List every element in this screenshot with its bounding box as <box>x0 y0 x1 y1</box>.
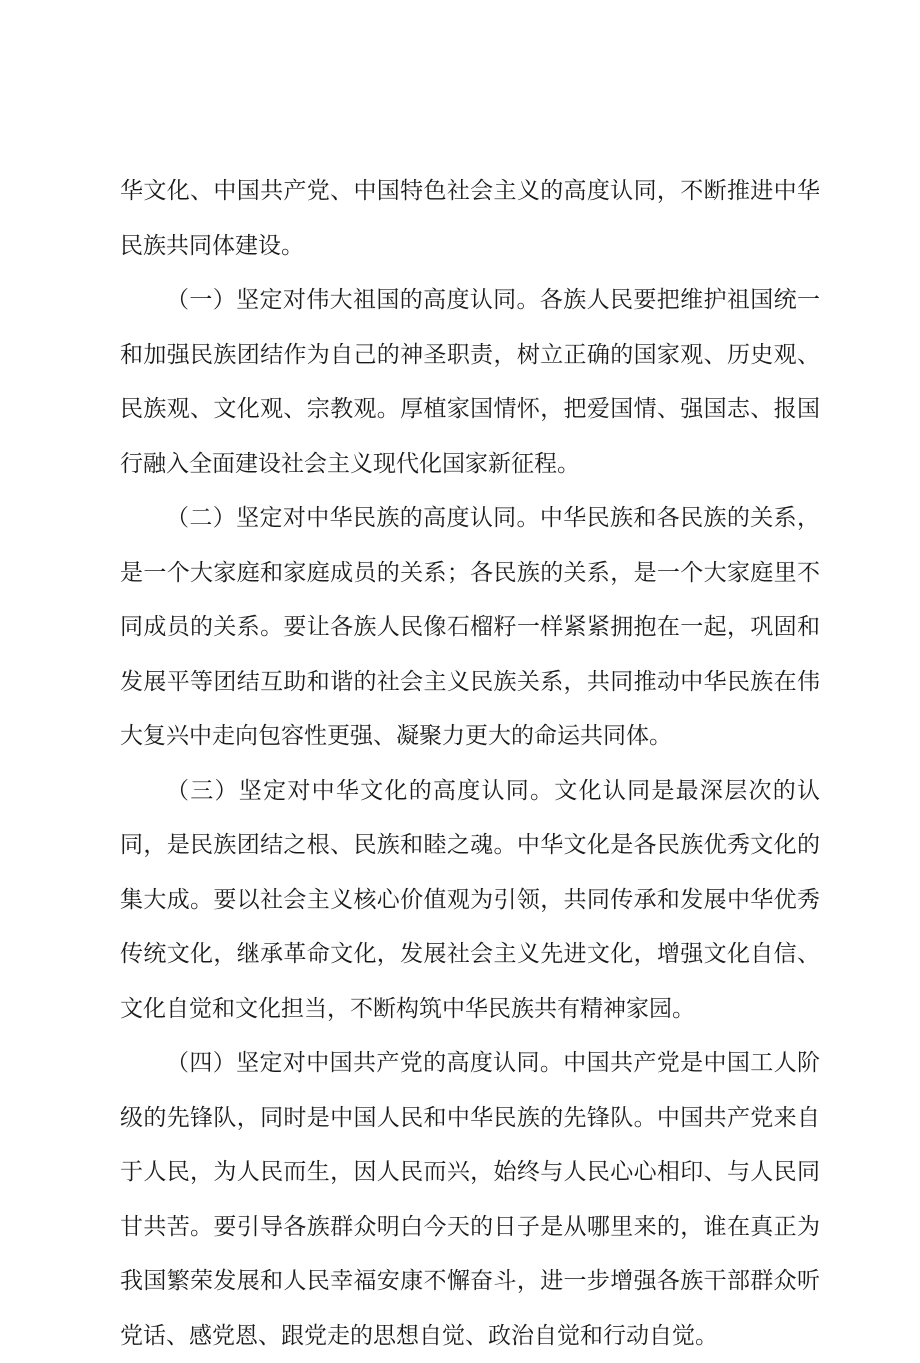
paragraph-section-2: （二）坚定对中华民族的高度认同。中华民族和各民族的关系，是一个大家庭和家庭成员的关系；各民族的关系，是一个大家庭里不同成员的关系。要让各族人民像石榴籽一样紧紧拥抱在一起，巩固和发展平等团结互助和谐的社会主义民族关系，共同推动中华民族在伟大复兴中走向包容性更强、凝聚力更大的命运共同体。 <box>120 505 820 749</box>
paragraph-section-4: （四）坚定对中国共产党的高度认同。中国共产党是中国工人阶级的先锋队，同时是中国人民和中华民族的先锋队。中国共产党来自于人民，为人民而生，因人民而兴，始终与人民心心相印、与人民同甘共苦。要引导各族群众明白今天的日子是从哪里来的，谁在真正为我国繁荣发展和人民幸福安康不懈奋斗，进一步增强各族干部群众听党话、感党恩、跟党走的思想自觉、政治自觉和行动自觉。 <box>120 1050 820 1349</box>
body-text <box>120 164 820 1363</box>
paragraph-section-3: （三）坚定对中华文化的高度认同。文化认同是最深层次的认同，是民族团结之根、民族和睦之魂。中华文化是各民族优秀文化的集大成。要以社会主义核心价值观为引领，共同传承和发展中华优秀传统文化，继承革命文化，发展社会主义先进文化，增强文化自信、文化自觉和文化担当，不断构筑中华民族共有精神家园。 <box>120 777 820 1022</box>
paragraph-section-1: （一）坚定对伟大祖国的高度认同。各族人民要把维护祖国统一和加强民族团结作为自己的神圣职责，树立正确的国家观、历史观、民族观、文化观、宗教观。厚植家国情怀，把爱国情、强国志、报国行融入全面建设社会主义现代化国家新征程。 <box>120 287 820 477</box>
paragraph-continuation: 华文化、中国共产党、中国特色社会主义的高度认同，不断推进中华民族共同体建设。 <box>120 178 820 259</box>
